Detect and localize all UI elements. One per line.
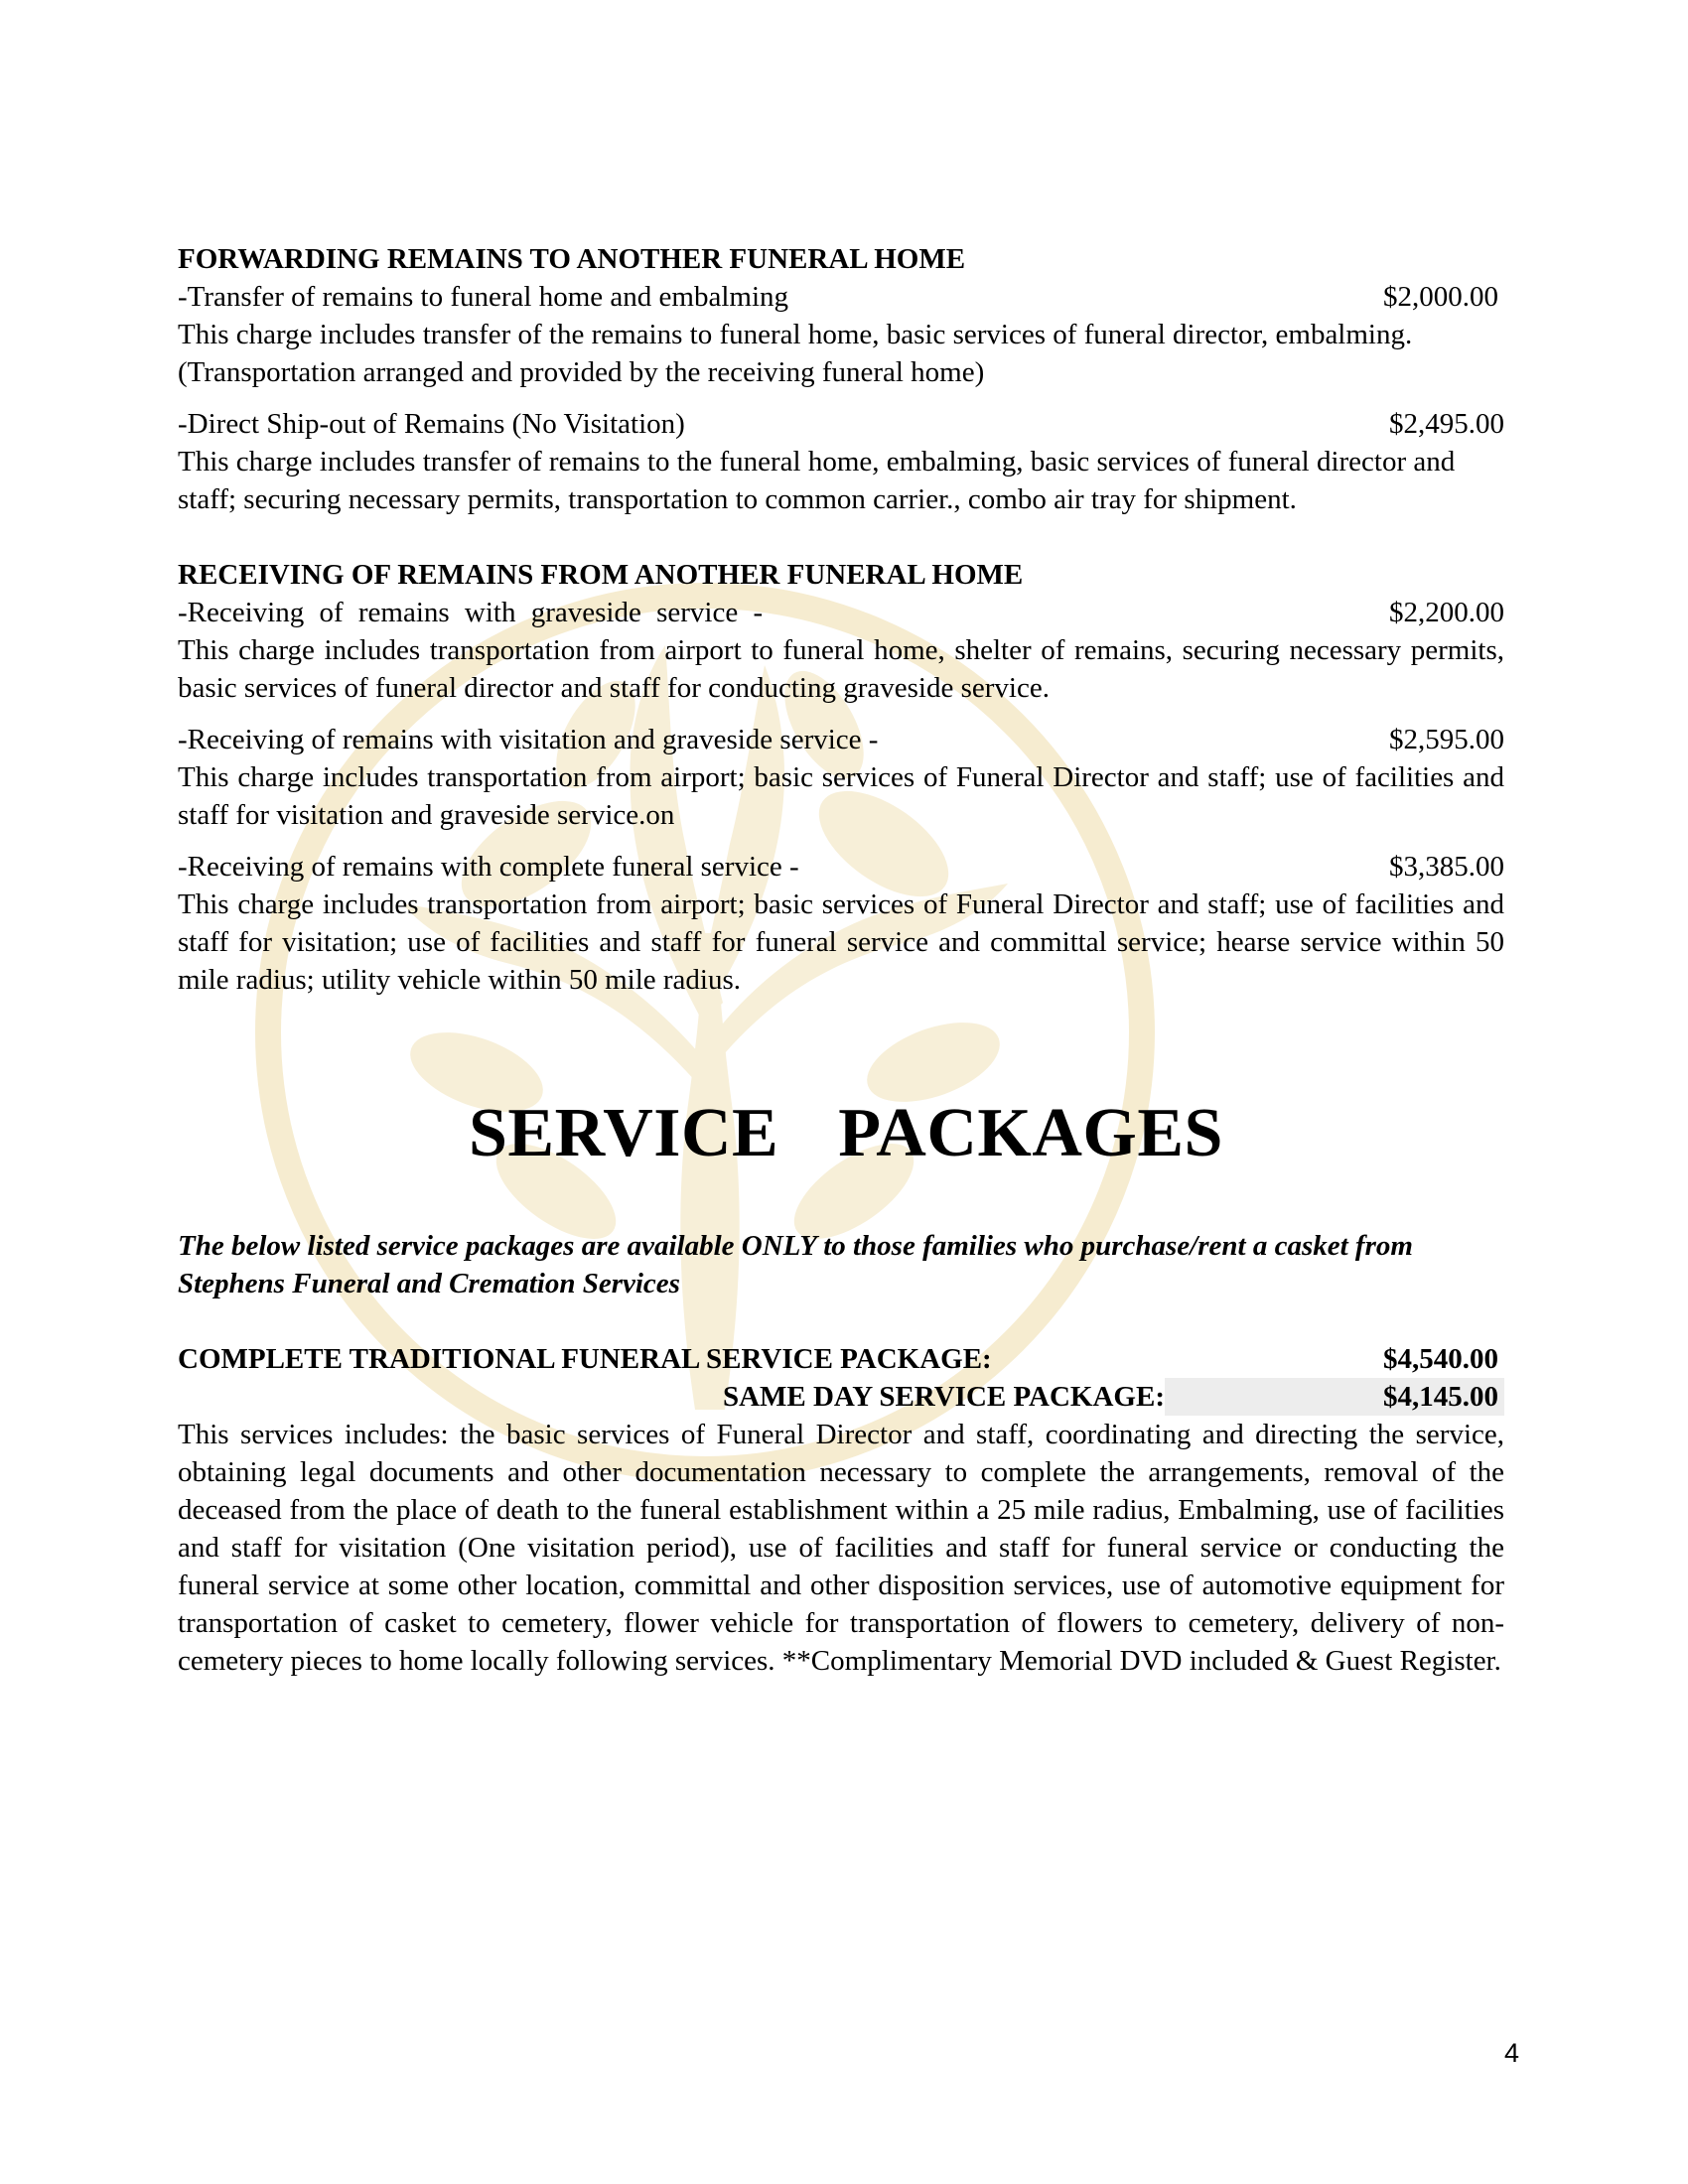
package-price-list: [178, 1340, 1504, 1416]
forwarding-section: [178, 240, 1504, 518]
forwarding-item-ship-out: [178, 405, 1504, 518]
price-row: [178, 848, 1504, 886]
item-label: -Receiving of remains with visitation and graveside service -: [178, 724, 879, 755]
package-row-complete-traditional: [178, 1340, 1504, 1378]
price-row: [178, 721, 1504, 758]
item-price: $2,000.00: [1383, 281, 1498, 313]
item-description: This charge includes transportation from airport to funeral home, shelter of remains, securing necessary permits, basic services of funeral director and staff for conducting graveside service.: [178, 634, 1504, 704]
receiving-item-complete-funeral: [178, 848, 1504, 999]
receiving-section: [178, 556, 1504, 999]
package-price: $4,540.00: [1383, 1343, 1498, 1375]
package-price: $4,145.00: [1165, 1378, 1504, 1416]
package-label: SAME DAY SERVICE PACKAGE:: [722, 1381, 1165, 1413]
item-price: $2,595.00: [1389, 724, 1504, 755]
item-label: -Receiving of remains with graveside service -: [178, 597, 764, 628]
item-price: $3,385.00: [1389, 851, 1504, 883]
item-price: $2,495.00: [1389, 408, 1504, 440]
document-body: [178, 240, 1504, 1680]
forwarding-item-transfer: [178, 278, 1504, 391]
page-number: 4: [1503, 2038, 1519, 2068]
price-row: [178, 594, 1504, 631]
item-label: -Receiving of remains with complete funeral service -: [178, 851, 799, 883]
service-packages-title: SERVICE PACKAGES: [469, 1095, 1223, 1171]
item-description: This charge includes transportation from airport; basic services of Funeral Director and staff; use of facilities and staff for visitation and graveside service.on: [178, 761, 1504, 831]
package-description: This services includes: the basic services of Funeral Director and staff, coordinating and directing the service, obtaining legal documents and other documentation necessary to complete the arrangements, removal of the deceased from the place of death to the funeral establishment within a 25 mile radius, Embalming, use of facilities and staff for visitation (One visitation period), use of facilities and staff for funeral service or conducting the funeral service at some other location, committal and other disposition services, use of automotive equipment for transportation of casket to cemetery, flower vehicle for transportation of flowers to cemetery, delivery of non-cemetery pieces to home locally following services. **Complimentary Memorial DVD included & Guest Register.: [178, 1419, 1504, 1677]
receiving-item-graveside: [178, 594, 1504, 707]
package-label: COMPLETE TRADITIONAL FUNERAL SERVICE PACKAGE:: [178, 1343, 992, 1375]
item-price: $2,200.00: [1389, 597, 1504, 628]
price-row: [178, 405, 1504, 443]
item-label: -Transfer of remains to funeral home and embalming: [178, 281, 789, 313]
item-label: -Direct Ship-out of Remains (No Visitation): [178, 408, 685, 440]
item-description: This charge includes transfer of the remains to funeral home, basic services of funeral director, embalming. (Transportation arranged and provided by the receiving funeral home): [178, 319, 1413, 388]
item-description: This charge includes transportation from airport; basic services of Funeral Director and staff; use of facilities and staff for visitation; use of facilities and staff for funeral service and committal service; hearse service within 50 mile radius; utility vehicle within 50 mile radius.: [178, 888, 1504, 996]
forwarding-heading: FORWARDING REMAINS TO ANOTHER FUNERAL HOME: [178, 243, 966, 275]
price-row: [178, 278, 1504, 316]
item-description: This charge includes transfer of remains to the funeral home, embalming, basic services of funeral director and staff; securing necessary permits, transportation to common carrier., combo air tray for shipment.: [178, 446, 1456, 515]
package-row-same-day: [178, 1378, 1504, 1416]
receiving-item-visitation-graveside: [178, 721, 1504, 834]
receiving-heading: RECEIVING OF REMAINS FROM ANOTHER FUNERAL HOME: [178, 559, 1024, 591]
packages-availability-note: The below listed service packages are available ONLY to those families who purchase/rent a casket from Stephens Funeral and Cremation Services: [178, 1230, 1413, 1299]
